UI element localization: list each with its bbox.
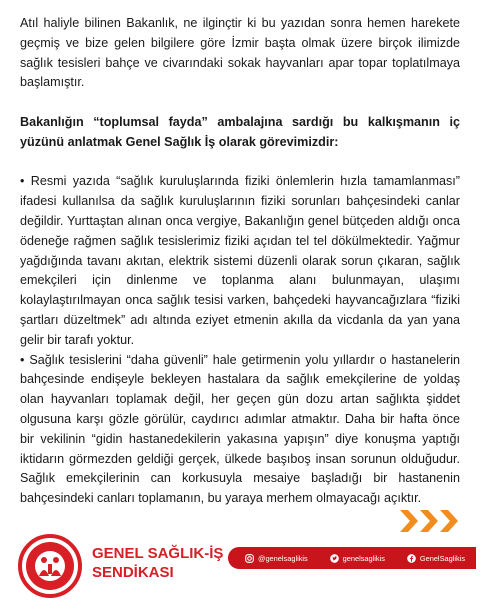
twitter-handle: genelsaglikis bbox=[342, 553, 385, 563]
social-facebook[interactable] bbox=[407, 554, 465, 563]
paragraph-intro: Atıl haliyle bilinen Bakanlık, ne ilginçtir ki bu yazıdan sonra hemen harekete geçmiş ve bize gelen bilgilere göre İzmir başta olmak üzere birçok ilimizde sağlık tesisleri bahçe ve civarındaki sokak hayvanları apar topar toplatılmaya başlamıştır. bbox=[20, 16, 460, 90]
paragraph-heading: Bakanlığın “toplumsal fayda” ambalajına sardığı bu kalkışmanın iç yüzünü anlatmak Genel Sağlık İş olarak görevimizdir: bbox=[20, 114, 460, 149]
union-name bbox=[92, 544, 223, 582]
union-name-line-1: GENEL SAĞLIK-İŞ bbox=[92, 545, 224, 562]
chevron-arrows-icon bbox=[398, 508, 462, 534]
instagram-handle: @genelsaglikis bbox=[257, 553, 308, 563]
social-twitter[interactable] bbox=[330, 554, 385, 563]
twitter-icon bbox=[330, 554, 339, 563]
social-links-bar bbox=[228, 547, 476, 569]
union-name-line-2: SENDİKASI bbox=[92, 564, 174, 581]
footer bbox=[0, 534, 480, 600]
facebook-handle: GenelSaglikis bbox=[419, 553, 466, 563]
facebook-icon bbox=[407, 554, 416, 563]
paragraph-bullet-1: • Resmi yazıda “sağlık kuruluşlarında fiziki önlemlerin hızla tamamlanması” ifadesi kullanılsa da sağlık kuruluşlarının fiziki sorunları bahçesindeki canlar değildir. Yurttaştan alınan onca vergiye, Bakanlığın genel bütçeden aldığı onca ödeneğe rağmen sağlık tesislerimiz fiziki açıdan tel tel dökülmektedir. Yağmur yağdığında tavanı akıtan, elektrik sistemi düzenli olarak sorun çıkaran, sağlık emekçileri için dinlenme ve toplanma alanı bulunmayan, ulaşımı kolaylaştırılmayan onca sağlık tesisi varken, bahçedeki hayvancağızlara “fiziki şartları düzeltmek” adı altında eziyet etmenin akılla da vicdanla da yan yana gelir bir tarafı yoktur. bbox=[20, 174, 460, 347]
social-instagram[interactable] bbox=[245, 554, 308, 563]
paragraph-bullet-2: • Sağlık tesislerini “daha güvenli” hale getirmenin yolu yıllardır o hastanelerin bahçesinde endişeyle bekleyen hastalara da sağlık emekçilerine de yoldaş olan hayvanları toplamak değil, her geçen gün dozu artan sağlıkta şiddet olgusuna karşı gözle görülür, caydırıcı adımlar atmaktır. Daha bir hafta önce bir vekilinin “gidin hastanedekilerin yakasına yapışın” diye konuşma yaptığı iktidarın görmezden geldiği gerçek, ülkede başıboş insan sorunun olduğudur. Sağlık emekçilerinin can korkusuyla mesaiye başladığı bir hastanenin bahçesindeki canları toplamanın, bu yaraya merhem olmayacağı açıktır. bbox=[20, 352, 460, 506]
instagram-icon bbox=[245, 554, 254, 563]
union-logo-icon bbox=[18, 534, 82, 598]
document-body bbox=[20, 14, 460, 509]
